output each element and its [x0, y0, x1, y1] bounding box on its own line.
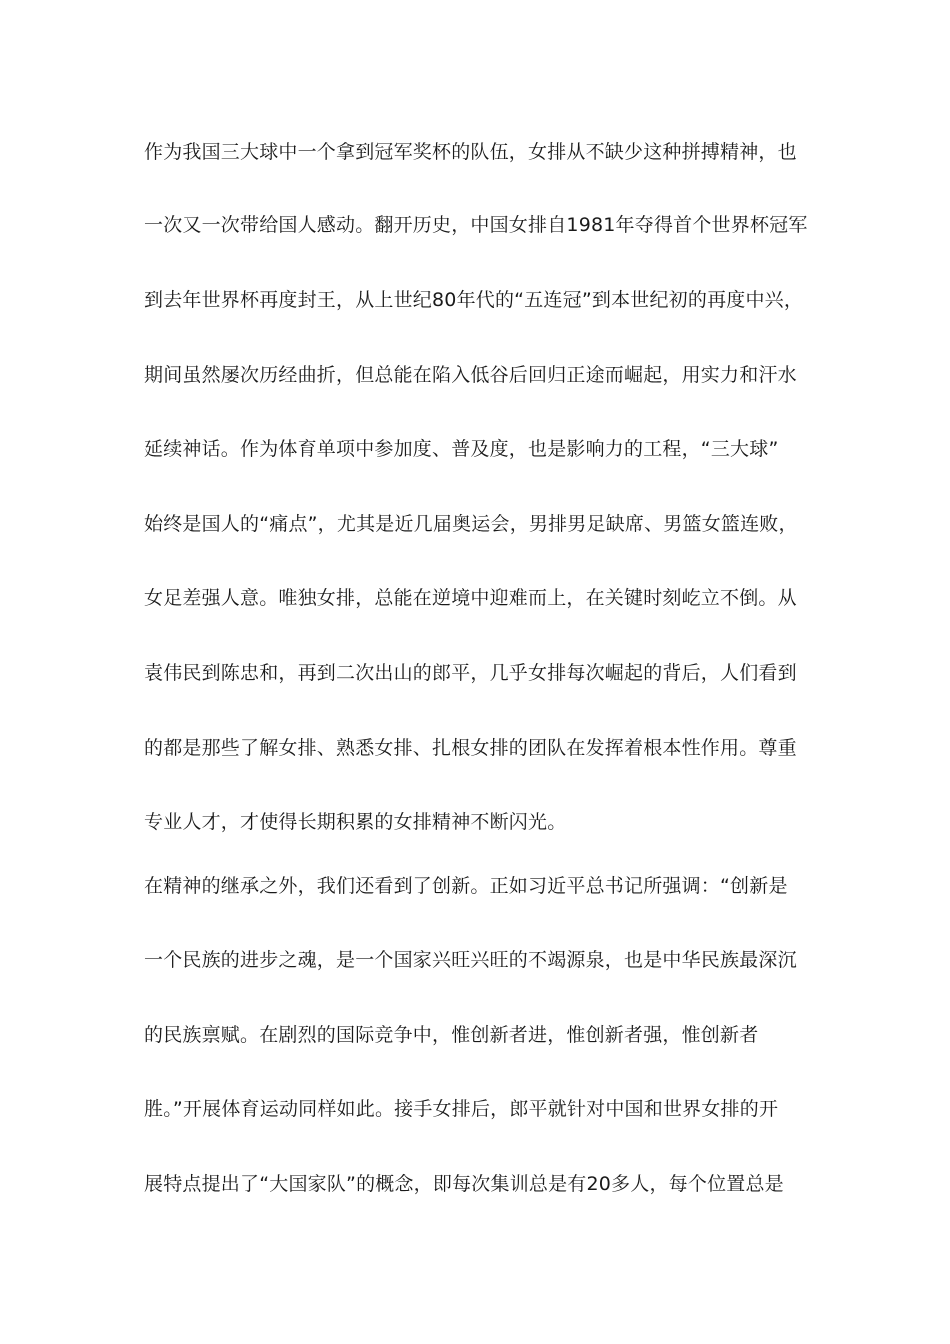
paragraph-2-line-2: 一个民族的进步之魂，是一个国家兴旺兴旺的不竭源泉，也是中华民族最深沉: [144, 949, 797, 971]
paragraph-1-line-1: 作为我国三大球中一个拿到冠军奖杯的队伍，女排从不缺少这种拼搏精神，也: [144, 141, 797, 163]
paragraph-1-line-4: 期间虽然屡次历经曲折，但总能在陷入低谷后回归正途而崛起，用实力和汗水: [144, 364, 797, 386]
paragraph-1-line-5: 延续神话。作为体育单项中参加度、普及度，也是影响力的工程，“三大球”: [144, 438, 779, 460]
paragraph-1-line-8: 袁伟民到陈忠和，再到二次出山的郎平，几乎女排每次崛起的背后，人们看到: [144, 662, 797, 684]
paragraph-2-line-5: 展特点提出了“大国家队”的概念，即每次集训总是有20多人，每个位置总是: [144, 1173, 784, 1195]
paragraph-1-line-9: 的都是那些了解女排、熟悉女排、扎根女排的团队在发挥着根本性作用。尊重: [144, 737, 797, 759]
paragraph-1-line-2: 一次又一次带给国人感动。翻开历史，中国女排自1981年夺得首个世界杯冠军: [144, 214, 808, 236]
paragraph-1-line-6: 始终是国人的“痛点”，尤其是近几届奥运会，男排男足缺席、男篮女篮连败，: [144, 513, 798, 535]
paragraph-2-line-1: 在精神的继承之外，我们还看到了创新。正如习近平总书记所强调：“创新是: [144, 875, 788, 897]
paragraph-1-line-7: 女足差强人意。唯独女排，总能在逆境中迎难而上，在关键时刻屹立不倒。从: [144, 587, 797, 609]
paragraph-1-line-3: 到去年世界杯再度封王，从上世纪80年代的“五连冠”到本世纪初的再度中兴，: [144, 289, 804, 311]
paragraph-1-line-10: 专业人才，才使得长期积累的女排精神不断闪光。: [144, 811, 567, 833]
paragraph-2-line-4: 胜。”开展体育运动同样如此。接手女排后，郎平就针对中国和世界女排的开: [144, 1098, 779, 1120]
paragraph-2-line-3: 的民族禀赋。在剧烈的国际竞争中，惟创新者进，惟创新者强，惟创新者: [144, 1024, 759, 1046]
